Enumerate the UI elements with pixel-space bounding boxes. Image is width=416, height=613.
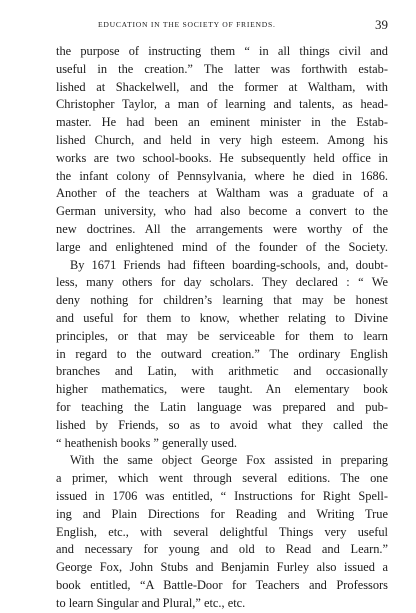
text-line: lished by Friends, so as to avoid what they called the — [56, 417, 388, 432]
text-line: large and enlightened mind of the founder of the Society. — [56, 239, 388, 254]
text-line: “ heathenish books ” generally used. — [56, 435, 237, 450]
text-line: the infant colony of Pennsylvania, where he died in 1686. — [56, 168, 388, 183]
text-line: English, etc., with several delightful Things very useful — [56, 524, 388, 539]
text-line: Christopher Taylor, a man of learning and talents, as head- — [56, 97, 388, 112]
text-line: With the same object George Fox assisted in preparing — [70, 453, 388, 468]
page-number: 39 — [375, 17, 388, 32]
text-line: Another of the teachers at Waltham was a graduate of a — [56, 186, 388, 201]
text-line: the purpose of instructing them “ in all things civil and — [56, 44, 388, 58]
running-title: EDUCATION IN THE SOCIETY OF FRIENDS. — [98, 20, 276, 29]
text-line: ing and Plain Directions for Reading and Writing True — [56, 506, 388, 521]
text-line: a primer, which went through several editions. The one — [56, 471, 388, 486]
text-line: lished at Shackelwell, and the former at Waltham, with — [56, 79, 388, 94]
text-line: master. He had been an eminent minister in the Estab- — [56, 115, 388, 130]
text-line: useful in the creation.” The latter was forthwith estab- — [56, 61, 388, 76]
text-line: for teaching the Latin language was prepared and pub- — [56, 399, 388, 414]
text-line: lished Church, and held in very high esteem. Among his — [56, 132, 388, 147]
text-line: German university, who had also become a convert to the — [56, 204, 388, 219]
text-line: principles, or that may be serviceable for them to learn — [56, 328, 388, 343]
text-line: new doctrines. All the arrangements were worthy of the — [56, 221, 388, 236]
text-line: issued in 1706 was entitled, “ Instructions for Right Spell- — [56, 488, 388, 503]
text-line: branches and Latin, with arithmetic and occasionally — [56, 364, 388, 379]
body-text — [56, 43, 388, 613]
text-line: and necessary for young and old to Read and Learn.” — [56, 542, 388, 557]
text-line: George Fox, John Stubs and Benjamin Furley also issued a — [56, 560, 388, 575]
text-line: works are two school-books. He subsequently held office in — [56, 150, 388, 165]
text-line: deny nothing for children’s learning that may be honest — [56, 293, 388, 308]
text-line: to learn Singular and Plural,” etc., etc. — [56, 595, 246, 610]
text-line: in regard to the outward creation.” The ordinary English — [56, 346, 388, 361]
text-line: book entitled, “A Battle-Door for Teachers and Professors — [56, 577, 388, 592]
text-line: less, many others for day scholars. They declared : “ We — [56, 275, 388, 290]
text-line: and useful for them to know, whether relating to Divine — [56, 310, 388, 325]
text-line: higher mathematics, were taught. An elementary book — [56, 382, 388, 397]
text-line: By 1671 Friends had fifteen boarding-schools, and, doubt- — [70, 257, 388, 272]
running-head — [56, 17, 388, 34]
